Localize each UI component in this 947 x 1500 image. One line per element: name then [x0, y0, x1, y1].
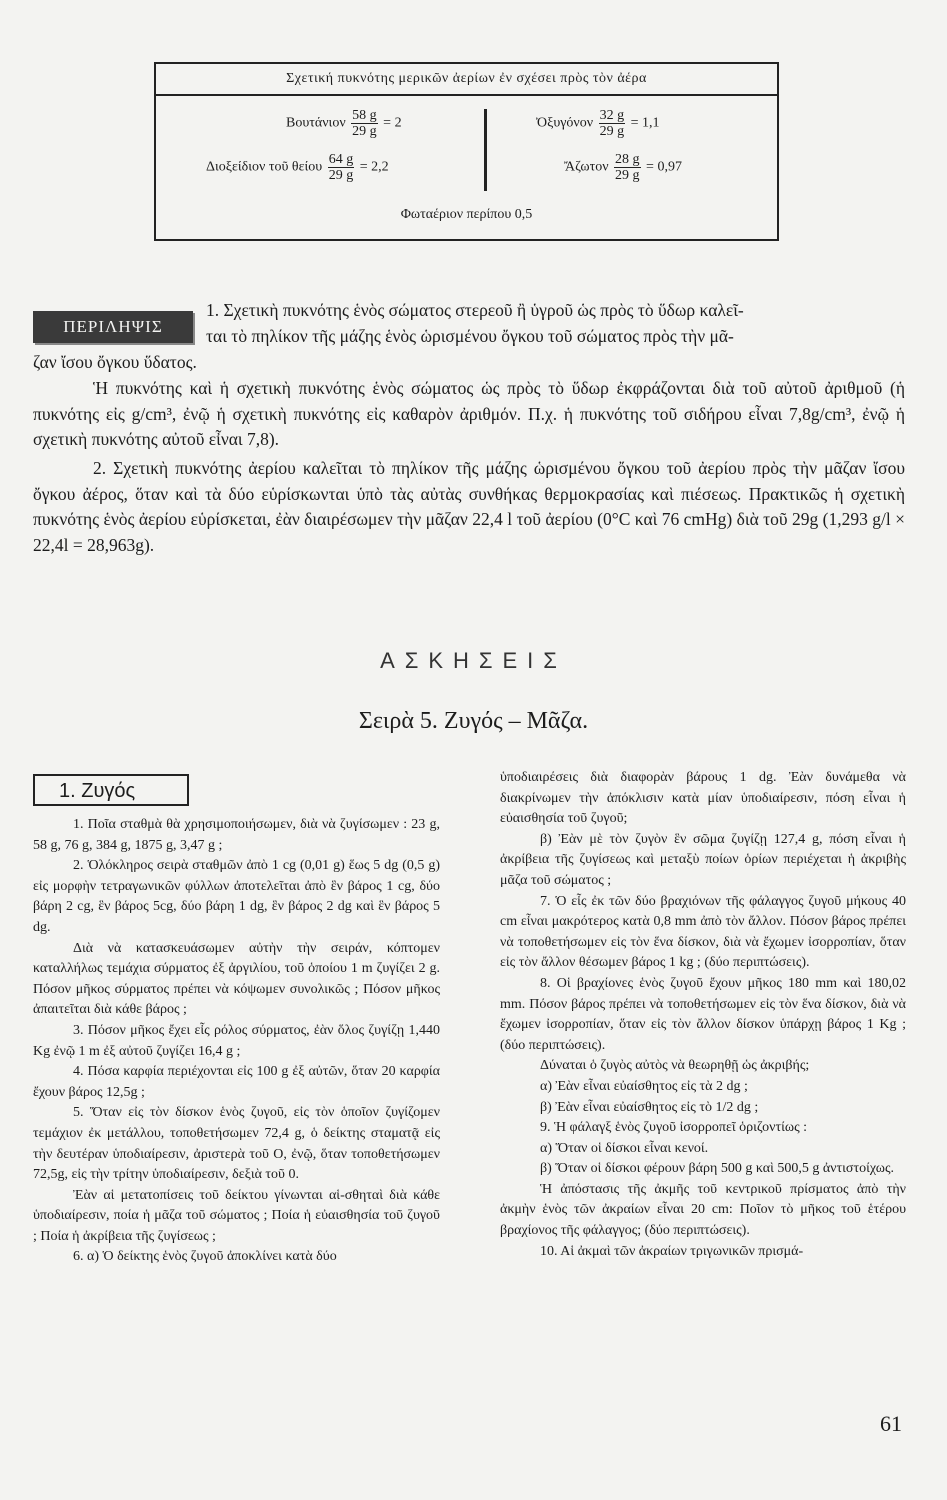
summary-p1-rest: ζαν ἴσου ὄγκου ὕδατος.	[33, 352, 197, 372]
table-row	[564, 152, 682, 183]
summary-p1-line2: ται τὸ πηλίκον τῆς μάζης ἑνὸς ὡρισμένου ὄγκου τοῦ σώματος πρὸς τὴν μᾶ-	[206, 326, 734, 346]
exercise-4: 4. Πόσα καρφία περιέχονται εἰς 100 g ἐξ αὐτῶν, ὅταν 20 καρφία ἔχουν βάρος 12,5g ;	[33, 1064, 440, 1100]
gas-value: = 0,97	[646, 159, 682, 175]
exercise-2-cont: Διὰ νὰ κατασκευάσωμεν αὐτὴν τὴν σειράν, κόπτομεν καταλλήλως τεμάχια σύρματος ἐξ ἀργιλίου, τοῦ ὁποίου 1 m ζυγίζει 2 g. Πόσον μῆκος σύρματος πρέπει νὰ κόψωμεν συνολικῶς ; Πόσον μῆκος ἀπαιτεῖται διὰ κάθε βάρος ;	[33, 940, 440, 1018]
table-footer: Φωταέριον περίπου 0,5	[400, 207, 533, 222]
fraction: $\frac{58 g}{29 g}$	[352, 108, 377, 139]
right-column	[500, 768, 906, 1262]
gas-value: = 1,1	[630, 115, 660, 131]
exercise-8a: α) Ἐὰν εἶναι εὐαίσθητος εἰς τὰ 2 dg ;	[540, 1078, 748, 1094]
exercise-9b: β) Ὅταν οἱ δίσκοι φέρουν βάρη 500 g καὶ 500,5 g ἀντιστοίχως.	[540, 1161, 895, 1177]
summary-badge: ΠΕΡΙΛΗΨΙΣ	[33, 311, 193, 343]
column-divider	[484, 109, 487, 191]
exercise-6b: β) Ἐὰν μὲ τὸν ζυγὸν ἓν σῶμα ζυγίζῃ 127,4 g, πόση εἶναι ἡ ἀκρίβεια τῆς ζυγίσεως καὶ μεταξὺ ποίων ὁρίων περιέχεται ἡ ἀκριβὴς μᾶζα τοῦ σώματος ;	[500, 831, 906, 888]
exercise-5-cont: Ἐὰν αἱ μετατοπίσεις τοῦ δείκτου γίνωνται αἱ-σθηταὶ διὰ κάθε ὑποδιαίρεσιν, ποία ἡ μᾶζα τοῦ σώματος ; Ποία ἡ εὐαισθησία τοῦ ζυγοῦ ; Ποία ἡ ἀκρίβεια τῆς ζυγίσεως ;	[33, 1187, 440, 1244]
section-title: 1. Ζυγός	[33, 774, 189, 806]
exercise-9: 9. Ἡ φάλαγξ ἑνὸς ζυγοῦ ἰσορροπεῖ ὁριζοντίως :	[540, 1120, 807, 1136]
series-title: Σειρὰ 5. Ζυγός – Μᾶζα.	[358, 708, 589, 734]
gas-value: = 2,2	[359, 159, 389, 175]
summary-p3: 2. Σχετικὴ πυκνότης ἀερίου καλεῖται τὸ πηλίκον τῆς μάζης ὡρισμένου ὄγκου τοῦ ἀερίου πρὸς τὴν μᾶζαν ἴσου ὄγκου ἀέρος, ὅταν καὶ τὰ δύο εὑρίσκωνται ὑπὸ τὰς αὐτὰς συνθήκας θερμοκρασίας καὶ πιέσεως. Πρακτικῶς ἡ σχετικὴ πυκνότης ἑνὸς ἀερίου εὑρίσκεται, ἐὰν διαιρέσωμεν τὴν μᾶζαν 22,4 l τοῦ ἀερίου (0°C καὶ 76 cmHg) διὰ τοῦ 29g (1,293 g/l × 22,4l = 28,963g).	[33, 458, 905, 555]
left-column	[33, 815, 440, 1268]
exercise-9-cont: Ἡ ἀπόστασις τῆς ἀκμῆς τοῦ κεντρικοῦ πρίσματος ἀπὸ τὴν ἀκμὴν ἑνὸς τῶν ἀκραίων εἶναι 20 cm: Ποῖον τὸ μῆκος τοῦ ἑτέρου βραχίονος τῆς φάλαγγος; (δύο περιπτώσεις).	[500, 1181, 906, 1239]
density-table	[154, 62, 779, 241]
summary-p1-line1: 1. Σχετικὴ πυκνότης ἑνὸς σώματος στερεοῦ ἢ ὑγροῦ ὡς πρὸς τὸ ὕδωρ καλεῖ-	[206, 300, 744, 320]
exercise-8-cont: Δύναται ὁ ζυγὸς αὐτὸς νὰ θεωρηθῇ ὡς ἀκριβής;	[540, 1058, 810, 1074]
gas-name: Ἄζωτον	[564, 159, 609, 175]
exercise-6: 6. α) Ὁ δείκτης ἑνὸς ζυγοῦ ἀποκλίνει κατὰ δύο	[73, 1249, 337, 1265]
table-row	[536, 108, 660, 139]
exercise-5: 5. Ὅταν εἰς τὸν δίσκον ἑνὸς ζυγοῦ, εἰς τὸν ὁποῖον ζυγίζομεν τεμάχιον ἐκ μετάλλου, τοποθετήσωμεν 72,4 g, ὁ δείκτης σταματᾷ εἰς τὴν δευτέραν ὑποδιαίρεσιν, ἀριστερὰ τοῦ Ο, ἐνῷ, ὅταν τοποθετήσωμεν 72,5g, εἰς τὴν τρίτην ὑποδιαίρεσιν, δεξιὰ τοῦ 0.	[33, 1105, 440, 1183]
gas-name: Βουτάνιον	[286, 115, 346, 131]
exercises-heading: ΑΣΚΗΣΕΙΣ	[380, 648, 567, 673]
exercise-8: 8. Οἱ βραχίονες ἑνὸς ζυγοῦ ἔχουν μῆκος 180 mm καὶ 180,02 mm. Πόσον βάρος πρέπει νὰ τοποθετήσωμεν εἰς τὸν ἕνα δίσκον, διὰ νὰ ἔχωμεν ἰσορροπίαν, ὅταν εἰς τὸν ἄλλον δίσκον ὑπάρχῃ βάρος 1 Kg ; (δύο περιπτώσεις).	[500, 975, 906, 1053]
table-row	[286, 108, 402, 139]
exercise-8b: β) Ἐὰν εἶναι εὐαίσθητος εἰς τὸ 1/2 dg ;	[540, 1099, 759, 1115]
gas-value: = 2	[383, 115, 402, 131]
fraction: $\frac{32 g}{29 g}$	[599, 108, 625, 139]
fraction: $\frac{28 g}{29 g}$	[615, 152, 640, 183]
fraction: $\frac{64 g}{29 g}$	[328, 152, 354, 183]
summary-p2: Ἡ πυκνότης καὶ ἡ σχετικὴ πυκνότης ἑνὸς σώματος ὡς πρὸς τὸ ὕδωρ ἐκφράζονται διὰ τοῦ αὐτοῦ ἀριθμοῦ (ἡ πυκνότης εἰς g/cm³, ἐνῷ ἡ σχετικὴ πυκνότης εἰς καθαρὸν ἀριθμόν. Π.χ. ἡ πυκνότης τοῦ σιδήρου εἶναι 7,8g/cm³, ἐνῷ ἡ σχετικὴ πυκνότης αὐτοῦ εἶναι 7,8).	[33, 378, 905, 449]
page-number: 61	[880, 1411, 902, 1436]
exercise-3: 3. Πόσον μῆκος ἔχει εἷς ρόλος σύρματος, ἐὰν ὅλος ζυγίζῃ 1,440 Kg ἐνῷ 1 m ἐξ αὐτοῦ ζυγίζει 16,4 g ;	[33, 1022, 440, 1059]
exercise-7: 7. Ὁ εἷς ἐκ τῶν δύο βραχιόνων τῆς φάλαγγος ζυγοῦ μήκους 40 cm εἶναι μακρότερος κατὰ 0,8 mm ἀπὸ τὸν ἄλλον. Πόσον βάρος πρέπει νὰ τοποθετήσωμεν εἰς τὸν ἕνα δίσκον, διὰ νὰ ἔχωμεν ἰσορροπίαν, ὅταν εἰς τὸν ἄλλον θέσωμεν βάρος 1 kg ; (δύο περιπτώσεις).	[500, 893, 906, 971]
exercise-2: 2. Ὁλόκληρος σειρὰ σταθμῶν ἀπὸ 1 cg (0,01 g) ἕως 5 dg (0,5 g) εἰς μορφὴν τετραγωνικῶν φύλλων ἀποτελεῖται ἀπὸ ἓν βάρος 1 cg, δύο βάρη 2 cg, ἓν βάρος 5cg, δύο βάρη 1 dg, ἓν βάρος 2 dg καὶ ἓν βάρος 5 dg.	[33, 858, 440, 935]
exercise-10: 10. Αἱ ἀκμαὶ τῶν ἀκραίων τριγωνικῶν πρισμά-	[540, 1243, 804, 1259]
exercise-1: 1. Ποῖα σταθμὰ θὰ χρησιμοποιήσωμεν, διὰ νὰ ζυγίσωμεν : 23 g, 58 g, 76 g, 384 g, 1875 g, 3,47 g ;	[33, 817, 440, 853]
exercise-6-cont: ὑποδιαιρέσεις διὰ διαφορὰν βάρους 1 dg. Ἐὰν δυνάμεθα νὰ διακρίνωμεν τὴν ἀπόκλισιν κατὰ μίαν ὑποδιαίρεσιν, πόση εἶναι ἡ εὐαισθησία τοῦ ζυγοῦ;	[500, 770, 906, 827]
exercise-9a: α) Ὅταν οἱ δίσκοι εἶναι κενοί.	[540, 1140, 709, 1156]
table-title: Σχετική πυκνότης μερικῶν ἀερίων ἐν σχέσει πρὸς τὸν ἀέρα	[156, 64, 777, 96]
gas-name: Ὀξυγόνον	[536, 115, 594, 131]
table-row	[206, 152, 389, 183]
gas-name: Διοξείδιον τοῦ θείου	[206, 159, 323, 175]
